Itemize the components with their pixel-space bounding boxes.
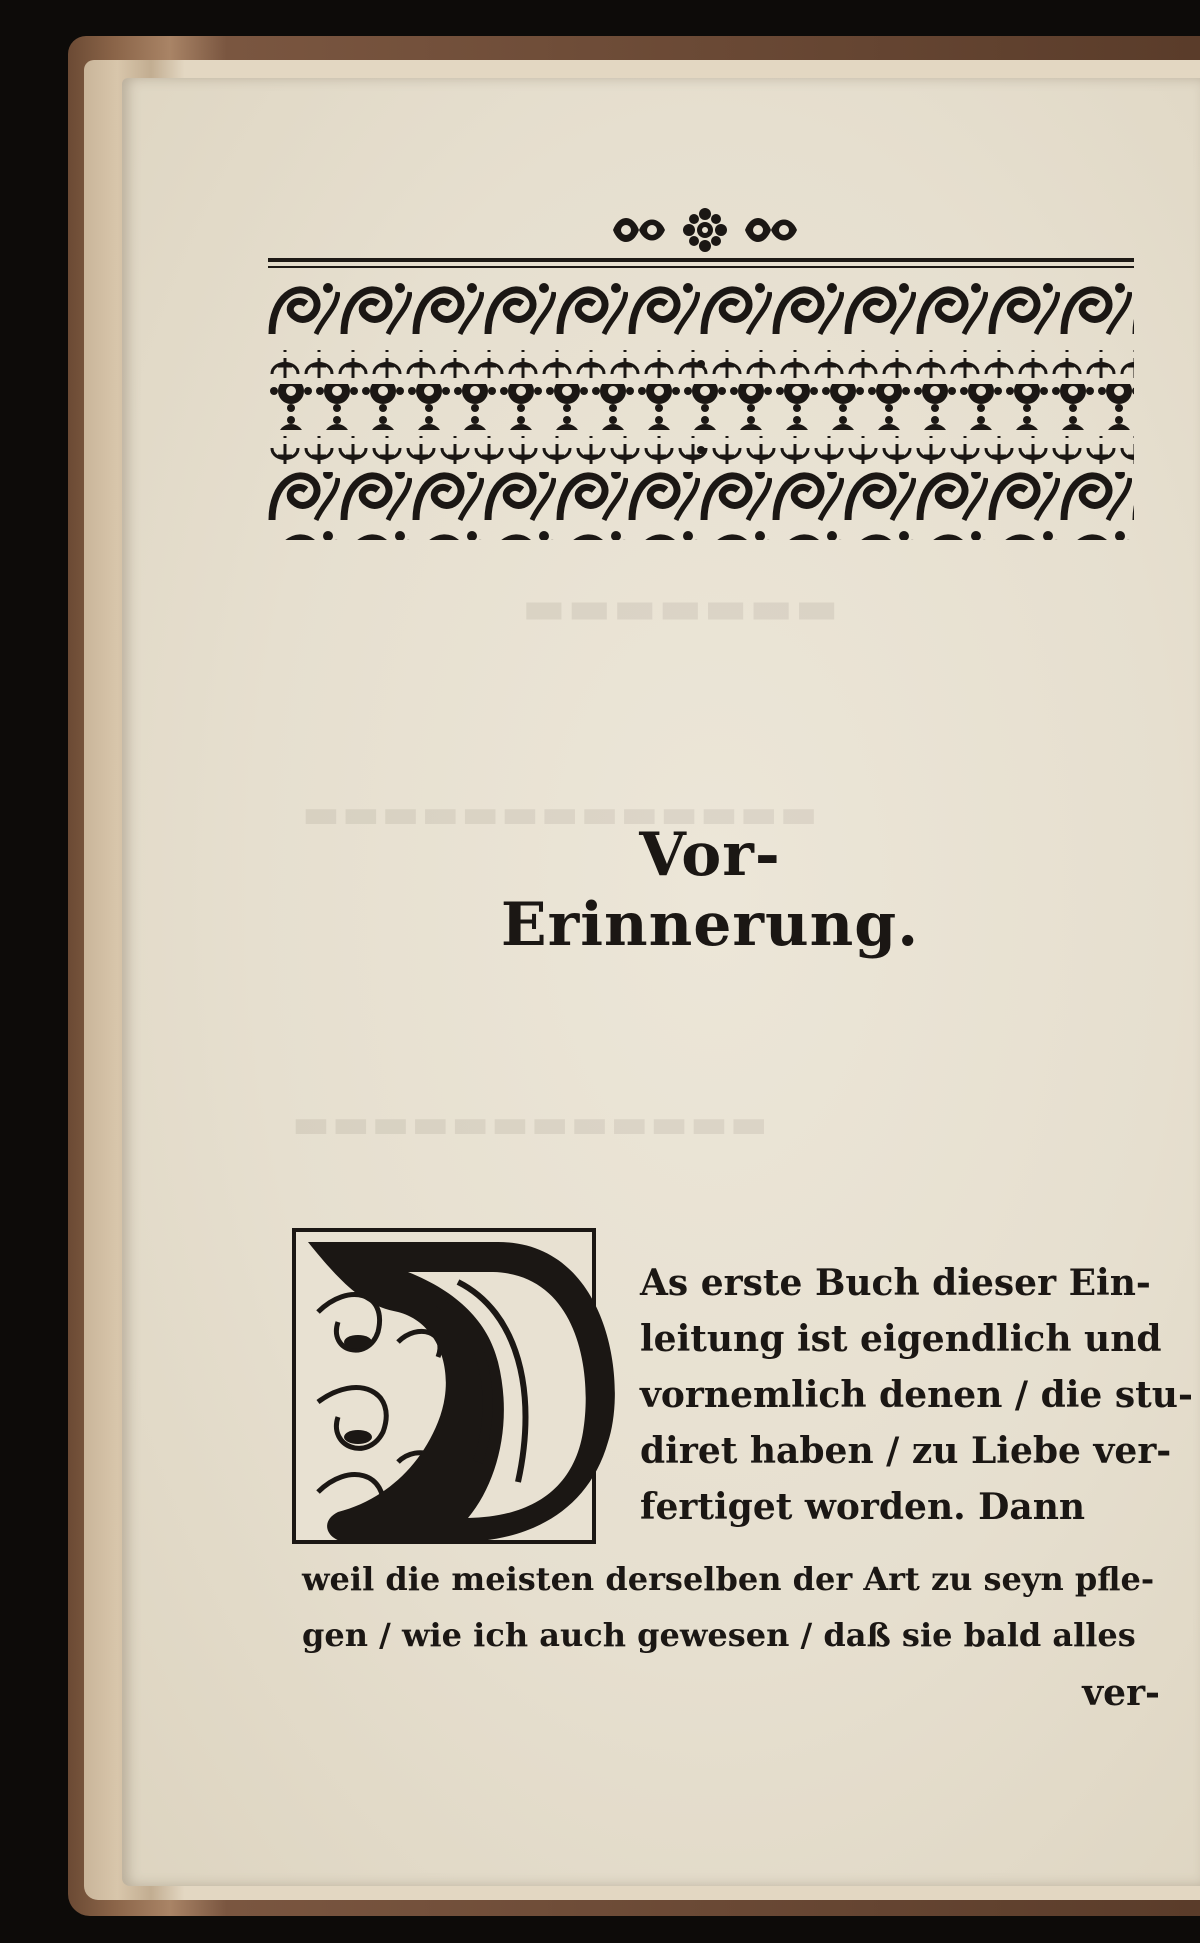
flower-ornament-icon	[683, 208, 727, 252]
show-through-text: ▬▬▬▬▬▬▬▬▬▬▬▬	[290, 1100, 768, 1147]
top-ornament	[590, 205, 820, 255]
top-rule	[268, 258, 1134, 262]
text-line: weil die meisten derselben der Art zu seyn pfle-	[302, 1560, 1155, 1598]
catchword: ver-	[1082, 1672, 1160, 1714]
headpiece-border	[268, 276, 1134, 544]
text-line: vornemlich denen / die stu-	[640, 1374, 1193, 1416]
leaf-ornament-icon	[609, 210, 669, 250]
text-line: diret haben / zu Liebe ver-	[640, 1430, 1172, 1472]
leaf-ornament-icon	[741, 210, 801, 250]
chapter-title: Vor-Erinnerung.	[500, 820, 920, 960]
text-line: fertiget worden. Dann	[640, 1486, 1086, 1528]
decorated-initial-d	[288, 1222, 630, 1552]
text-line: gen / wie ich auch gewesen / daß sie bald alles	[302, 1616, 1136, 1654]
text-line: leitung ist eigendlich und	[640, 1318, 1162, 1360]
top-rule-thin	[268, 266, 1134, 268]
drop-cap	[288, 1222, 630, 1552]
show-through-text: ▬▬▬▬▬▬▬	[520, 580, 839, 634]
show-through-text: ▬▬▬▬▬▬▬▬▬▬▬▬▬	[300, 790, 818, 837]
text-line: As erste Buch dieser Ein-	[640, 1262, 1151, 1304]
